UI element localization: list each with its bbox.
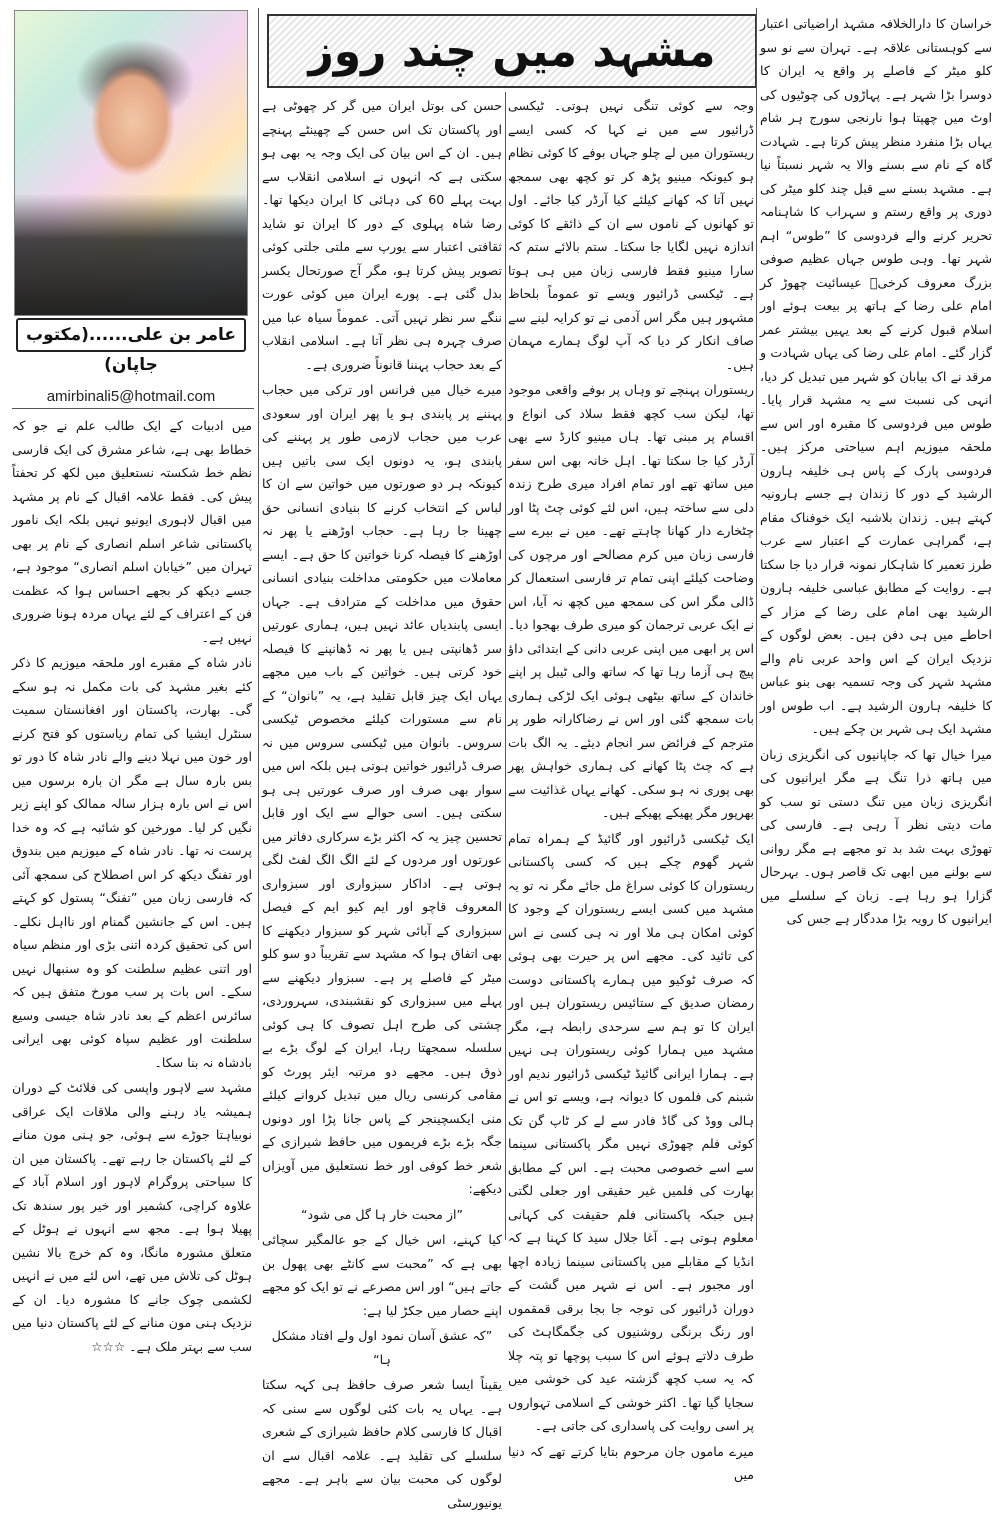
- column-2: [508, 94, 754, 1482]
- column-divider: [258, 8, 259, 1240]
- paragraph: میرا خیال تھا کہ جاپانیوں کی انگریزی زبان میں ہاتھ ذرا تنگ ہے مگر ایرانیوں کی انگریزی زبان میں تنگ دستی تو سب کو مات دیتی نظر آ رہی ہے۔ فارسی کی تھوڑی بہت شد بد تو مجھے ہے مگر روانی سے بولنے میں ابھی تک قاصر ہوں۔ بہرحال گزارا ہو رہا ہے۔ زبان کے سلسلے میں ایرانیوں کا رویہ بڑا مددگار ہے جس کی: [760, 746, 992, 926]
- column-divider: [12, 408, 254, 409]
- paragraph: میرے خیال میں فرانس اور ترکی میں حجاب پہننے پر پابندی ہو یا پھر ایران اور سعودی عرب میں حجاب لازمی طور پر پہننے کی پابندی ہو، یہ دونوں ایک سی باتیں ہیں کیونکہ ہر دو صورتوں میں خواتین سے ان کا لباس کے انتخاب کرنے کا بنیادی انسانی حق چھینا جا رہا ہے۔ حجاب اوڑھنے یا پھر نہ اوڑھنے کا فیصلہ کرنا خواتین کا حق ہے۔ ایسے معاملات میں حکومتی مداخلت بنیادی انسانی حقوق میں مداخلت کے مترادف ہے۔ جہاں ایسی پابندیاں عائد نہیں ہیں، ہماری عورتیں سر ڈھانپتی ہیں یا پھر نہ ڈھانپنے کا فیصلہ خود کرتی ہیں۔ خواتین کے باب میں مجھے یہاں ایک چیز قابل تقلید ہے، یہ ”بانوان“ کے نام سے مستورات کیلئے مخصوص ٹیکسی سروس۔ بانوان میں ٹیکسی سروس میں نہ صرف ڈرائیور خواتین ہوتی ہیں بلکہ اس میں سوار بھی صرف اور صرف عورتیں ہی ہو سکتی ہیں۔ اسی حوالے سے ایک اور قابل تحسین چیز یہ کہ اکثر بڑے سرکاری دفاتر میں عورتوں اور مردوں کے لئے الگ الگ لفٹ لگی ہوتی ہے۔ اداکار سبزواری اور سبزواری المعروف قاچو اور ایم کیو ایم کے فیصل سبزواری کے آبائی شہر کو سبزوار دیکھنے کا بھی اتفاق ہوا کہ مشہد سے تقریباً دو سو کلو میٹر کے فاصلے پر ہے۔ سبزوار دیکھنے سے پہلے میں سبزواری کو نقشبندی، سہروردی، چشتی کی طرح اہل تصوف کا ہی کوئی سلسلہ سمجھتا رہا، ایران کے لوگ بڑے بے ذوق ہیں۔ مجھے دو مرتبہ ایئر پورٹ کو مقامی کرنسی ریال میں تبدیل کروانے کیلئے منی ایکسچینجر کے پاس جانا پڑا اور دونوں جگہ بڑے بڑے فریموں میں حافظ شیرازی کے شعر خط کوفی اور خط نستعلیق میں آویزاں دیکھے:: [262, 382, 502, 1196]
- headline: مشہد میں چند روز: [308, 25, 716, 77]
- poetry-verse: ”از محبت خار ہا گل می شود“: [300, 1206, 464, 1222]
- paragraph: حسن کی بوتل ایران میں گر کر چھوٹی ہے اور پاکستان تک اس حسن کے چھینٹے پہنچے ہیں۔ ان کے اس بیان کی ایک وجہ یہ بھی ہو سکتی ہے کہ انہوں نے اسلامی انقلاب سے بہت پہلے 60 کی دہائی کا ایران دیکھا تھا۔ رضا شاہ پہلوی کے دور کا ایران تو شاید ثقافتی اعتبار سے یورپ سے ملتی جلتی کوئی تصویر پیش کرتا ہو، مگر آج صورتحال یکسر بدل گئی ہے۔ پورے ایران میں کوئی عورت ننگے سر نظر نہیں آتی۔ عموماً سیاہ عبا میں صرف چہرہ ہی نظر آتا ہے۔ اسلامی انقلاب کے بعد حجاب پہننا قانوناً ضروری ہے۔: [262, 98, 502, 372]
- paragraph: نادر شاہ کے مقبرے اور ملحقہ میوزیم کا ذکر کئے بغیر مشہد کی بات مکمل نہ ہو سکے گی۔ بھارت، پاکستان اور افغانستان سمیت سنٹرل ایشیا کی تمام ریاستوں کو فتح کرنے اور خون میں نہلا دینے والے نادر شاہ کا دور تو بس بارہ سال ہے مگر ان بارہ برسوں میں اس نے اس بارہ ہزار سالہ ممالک کو اپنے زیر نگیں کر لیا۔ مورخین کو شائبہ ہے کہ وہ خدا پرست نہ تھا۔ نادر شاہ کے میوزیم میں بندوق اور تفنگ دیکھ کر اس اصطلاح کی سمجھ آئی کہ فارسی زبان میں ”تفنگ“ پستول کو کہتے ہیں۔ اس کے جانشین گمنام اور نااہل نکلے۔ اس کی تحقیق کردہ اتنی بڑی اور منظم سیاہ اور اتنی عظیم سلطنت کو وہ سنبھال نہیں سکے۔ اس بات پر سب مورخ متفق ہیں کہ سائرس اعظم کے بعد نادر شاہ جیسی وسیع سلطنت اور عظیم سپاہ کوئی بھی ایرانی بادشاہ نہ بنا سکا۔: [12, 655, 252, 1070]
- paragraph: میرے ماموں جان مرحوم بتایا کرتے تھے کہ دنیا میں: [508, 1443, 754, 1482]
- poetry-verse: ”کہ عشق آسان نمود اول ولے افتاد مشکل ہا“: [271, 1328, 493, 1367]
- paragraph: کیا کہنے، اس خیال کے جو عالمگیر سچائی بھی ہے کہ ”محبت سے کانٹے بھی پھول بن جاتے ہیں“ اور اس مصرعے نے تو ایک کو مجھے اپنے حصار میں جکڑ لیا ہے:: [262, 1232, 502, 1318]
- paragraph: ایک ٹیکسی ڈرائیور اور گائیڈ کے ہمراہ تمام شہر گھوم چکے ہیں کہ کسی پاکستانی ریستوران کا کوئی سراغ مل جائے مگر نہ تو یہ مشہد میں کسی ایسے ریستوران کے وجود کا کوئی امکان ہی ملا اور نہ ہی کسی نے اس کی تائید کی۔ مجھے اس پر حیرت بھی ہوئی کہ صرف ٹوکیو میں ہمارے پاکستانی دوست رمضان صدیق کے ستائیس ریستوران ہیں اور ایران کا تو ہم سے سرحدی رابطہ ہے، مگر مشہد میں ہمارا کوئی ریستوران ہی نہیں ہے۔ ہمارا ایرانی گائیڈ ٹیکسی ڈرائیور ندیم اور شبنم کی فلموں کا دیوانہ ہے، ویسے تو اس نے ہالی ووڈ کی گاڈ فادر سے لے کر ٹاپ گن تک کوئی فلم چھوڑی نہیں مگر پاکستانی سینما سے اسے خصوصی محبت ہے۔ اس کے مطابق بھارت کی فلمیں غیر حقیقی اور جعلی لگتی ہیں جبکہ پاکستانی فلم حقیقت کی کہانی معلوم ہوتی ہے۔ آغا جلال سید کا کہنا ہے کہ انڈیا کے مقابلے میں پاکستانی سینما زیادہ اچھا اور مجبور ہے۔ اس نے شہر میں گشت کے دوران ڈرائیور کی توجہ جا بجا برقی قمقموں اور رنگ برنگی روشنیوں کی جگمگاہٹ کی طرف دلاتے ہوئے اس کا سبب پوچھا تو پتہ چلا کہ یہ سب کچھ گزشتہ عید کی خوشی میں سجایا گیا تھا۔ اکثر خوشی کے اسلامی تہواروں پر اسی روایت کی پاسداری کی جاتی ہے۔: [508, 830, 754, 1433]
- author-photo: [14, 10, 248, 316]
- paragraph: ریستوران پہنچے تو وہاں پر بوفے واقعی موجود تھا، لیکن سب کچھ فقط سلاد کی انواع و اقسام پر مبنی تھا۔ ہاں مینیو کارڈ سے بھی آرڈر کیا جا سکتا تھا۔ اہل خانہ بھی اس سفر میں ساتھ تھے اور تمام افراد میری طرح زندہ دلی سے ساختہ ہیں، اس لئے کوئی چٹ پٹا اور چٹخارے دار کھانا چاہتے تھے۔ میں نے بیرے سے فارسی زبان میں کرم مصالحے اور مرچوں کی وضاحت کیلئے اپنی تمام تر فارسی استعمال کر ڈالی مگر اس کی سمجھ میں کچھ نہ آیا، اس نے ایک عربی ترجمان کو میری طرف بھجوا دیا۔ اس پر ابھی میں اپنی عربی دانی کے ابتدائی داؤ پیچ ہی آزما رہا تھا کہ ساتھ والی ٹیبل پر اپنے خاندان کے ساتھ بیٹھی ہوئی ایک لڑکی ہماری بات سمجھ گئی اور اس نے رضاکارانہ طور پر مترجم کے فرائض سر انجام دیئے۔ یہ الگ بات ہے کہ چٹ پٹا کھانے کی ہماری خواہش پھر بھی پوری نہ ہو سکی۔ کھانے یہاں غذائیت سے بھرپور مگر پھیکے پھیکے ہیں۔: [508, 382, 754, 820]
- author-email: amirbinali5@hotmail.com: [46, 388, 216, 405]
- column-4: [12, 414, 252, 1354]
- column-1: [760, 12, 992, 926]
- column-divider: [505, 92, 506, 1240]
- paragraph: یقیناً ایسا شعر صرف حافظ ہی کہہ سکتا ہے۔ یہاں یہ بات کئی لوگوں سے سنی کہ اقبال کا فارسی کلام حافظ شیرازی کے شعری سلسلے کی تقلید ہے۔ علامہ اقبال سے ان لوگوں کی محبت بیان سے باہر ہے۔ مجھے یونیورسٹی: [262, 1377, 502, 1510]
- paragraph: وجہ سے کوئی تنگی نہیں ہوتی۔ ٹیکسی ڈرائیور سے میں نے کہا کہ کسی ایسے ریستوران میں لے چلو جہاں بوفے کا کوئی نظام ہو کیونکہ مینیو پڑھ کر تو کچھ بھی سمجھ نہیں آتا کہ کھانے کیلئے کیا آرڈر کیا جائے۔ اول تو کھانوں کے ناموں سے ان کے ذائقے کا کوئی اندازہ نہیں لگایا جا سکتا۔ ستم بالائے ستم کہ سارا مینیو فقط فارسی زبان میں ہی ہوتا ہے۔ ٹیکسی ڈرائیور ویسے تو عموماً بلحاظ مشہور ہیں مگر اس آدمی نے تو کرایہ لینے سے صاف انکار کر دیا کہ آپ لوگ ہمارے مہمان ہیں۔: [508, 98, 754, 372]
- paragraph: خراسان کا دارالخلافہ مشہد اراضیاتی اعتبار سے کوہستانی علاقہ ہے۔ تہران سے نو سو کلو میٹر کے فاصلے پر واقع یہ ایران کا دوسرا بڑا شہر ہے۔ پہاڑوں کی چوٹیوں کی اوٹ میں چھپتا ہوا نارنجی سورج ہر شام یہاں بڑا منفرد منظر پیش کرتا ہے۔ شہادت گاہ کے نام سے بسنے والا یہ شہر نسبتاً نیا ہے۔ مشہد بسنے سے قبل چند کلو میٹر کی دوری پر واقع رستم و سہراب کا شاہنامہ تحریر کرنے والے فردوسی کا ”طوس“ اہم شہر تھا۔ وہی طوس جہاں عظیم صوفی بزرگ معروف کرخیؒ عیسائیت چھوڑ کر امام علی رضا کے ہاتھ پر بیعت ہوئے اور اسلام قبول کرنے کے بعد یہیں بیشتر عمر گزار گئے۔ امام علی رضا کی یہاں شہادت و مرقد نے اک بیابان کو شہر میں تبدیل کر دیا، انہی کی نسبت سے یہ مشہد قرار پایا۔ طوس میں فردوسی کا مقبرہ اور اس سے ملحقہ میوزیم اہم سیاحتی مرکز ہیں۔ فردوسی پارک کے پاس ہی خلیفہ ہارون الرشید کے دور کا زندان ہے جسے ہارونیہ کہتے ہیں۔ زندان بلاشبہ ایک خوفناک مقام ہے، گمراہی عمارت کے اعتبار سے عرب طرز تعمیر کا شاہکار نمونہ قرار دیا جا سکتا ہے۔ روایت کے مطابق عباسی خلیفہ ہارون الرشید بھی امام علی رضا کے مزار کے احاطے میں ہی دفن ہیں۔ بعض لوگوں کے نزدیک ایران کے اس واحد عربی نام والے مشہد شہر کی وجہ تسمیہ بھی بنو عباس کا خلیفہ ہارون الرشید ہے۔ اب طوس اور مشہد ایک ہی شہر بن چکے ہیں۔: [760, 16, 992, 736]
- column-divider: [756, 8, 757, 1240]
- author-byline: عامر بن علی......(مکتوب جاپان): [16, 318, 246, 352]
- paragraph: میں ادبیات کے ایک طالب علم نے جو کہ خطاط بھی ہے، شاعر مشرق کی ایک فارسی نظم خط شکستہ نستعلیق میں لکھ کر تحفتاً پیش کی۔ فقط علامہ اقبال کے نام پر مشہد میں اقبال لاہوری ایونیو نہیں بلکہ ایک نامور پاکستانی شاعر اسلم انصاری کے نام پر بھی تہران میں ”خیابان اسلم انصاری“ موجود ہے، جسے دیکھ کر بجھے احساس ہوا کہ عظمت فن کے اعتراف کے لئے یہاں مردہ ہونا ضروری نہیں ہے۔: [12, 418, 252, 645]
- headline-box: [267, 14, 757, 88]
- column-3: [262, 94, 502, 1510]
- paragraph: مشہد سے لاہور واپسی کی فلائٹ کے دوران ہمیشہ یاد رہنے والی ملاقات ایک عراقی نوبیاہتا جوڑے سے ہوئی، جو ہنی مون منانے کے لئے پاکستان جا رہے تھے۔ پاکستان میں ان کا سیاحتی پروگرام لاہور اور اسلام آباد کے علاوہ کراچی، کشمیر اور خیر پور سندھ تک پھیلا ہوا ہے۔ مجھ سے انہوں نے ہوٹل کے متعلق مشورہ مانگا، وہ کم خرچ بالا نشین ہوٹل کی تلاش میں تھے، اس لئے میں نے انہیں لکشمی چوک جانے کا مشورہ دیا۔ ان کے نزدیک ہنی مون منانے کے لئے پاکستان دنیا میں سب سے بہتر ملک ہے۔ ☆☆☆: [12, 1080, 252, 1354]
